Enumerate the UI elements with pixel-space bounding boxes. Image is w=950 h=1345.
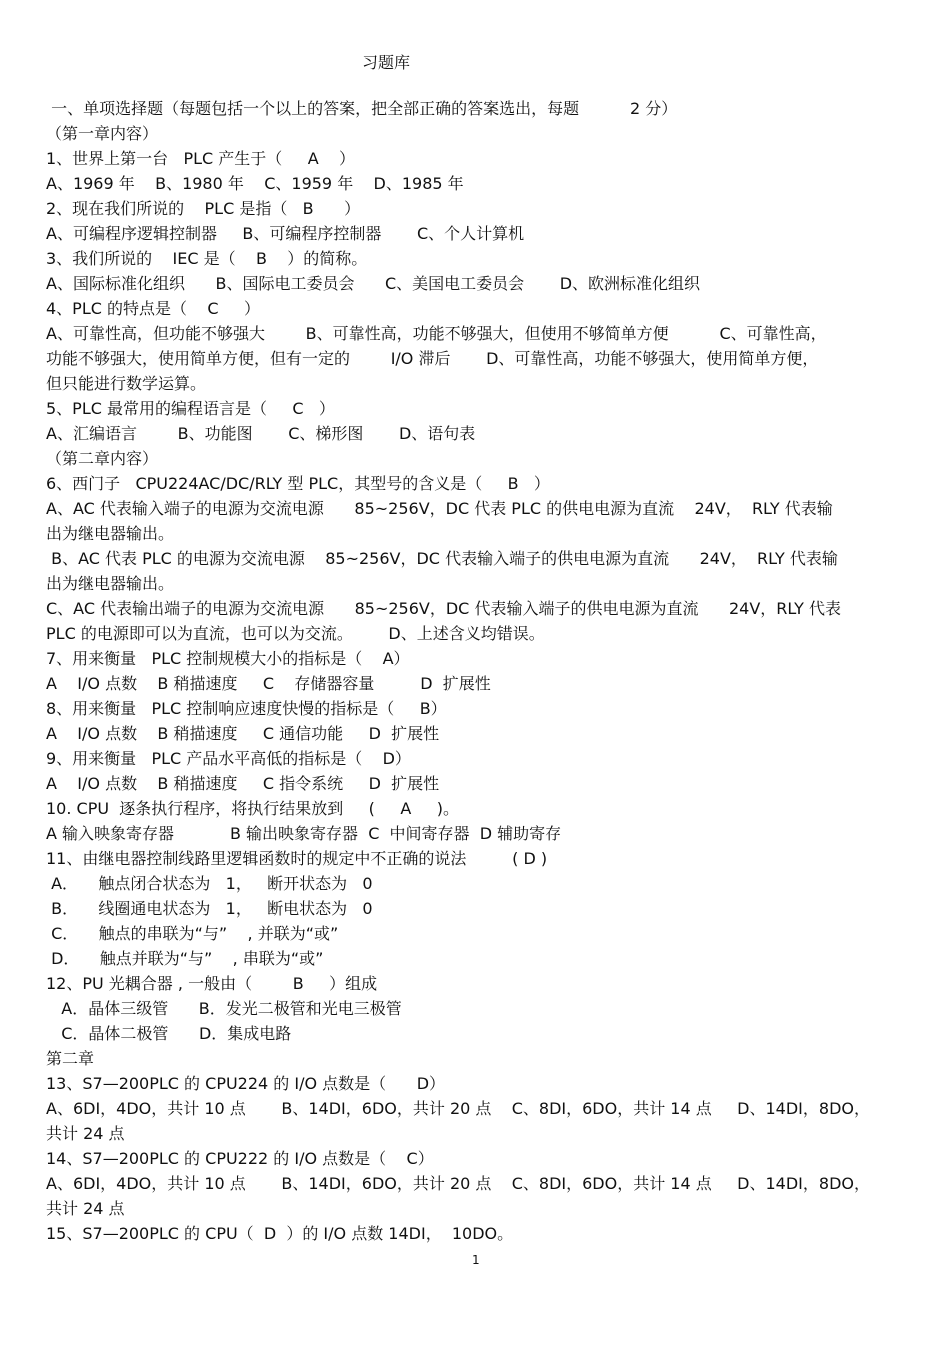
text-line: 共计 24 点 xyxy=(46,1199,125,1218)
text-line: A、可编程序逻辑控制器 B、可编程序控制器 C、个人计算机 xyxy=(46,224,525,243)
text-line: 14、S7—200PLC 的 CPU222 的 I/O 点数是（ C） xyxy=(46,1149,434,1168)
text-line: A、6DI，4DO，共计 10 点 B、14DI，6DO，共计 20 点 C、8DI，6DO，共计 14 点 D、14DI，8DO， xyxy=(46,1099,870,1118)
text-line: 6、西门子 CPU224AC/DC/RLY 型 PLC，其型号的含义是（ B ） xyxy=(46,474,550,493)
text-line: 一、单项选择题（每题包括一个以上的答案，把全部正确的答案选出，每题 2 分） xyxy=(46,99,678,118)
text-line: A、可靠性高，但功能不够强大 B、可靠性高，功能不够强大，但使用不够简单方便 C、可靠性高， xyxy=(46,324,827,343)
text-line: 出为继电器输出。 xyxy=(46,574,175,593)
text-line: A．晶体三级管 B．发光二极管和光电三极管 xyxy=(46,999,402,1018)
text-line: 5、PLC 最常用的编程语言是（ C ） xyxy=(46,399,335,418)
text-line: （第一章内容） xyxy=(46,124,159,143)
text-line: 功能不够强大，使用简单方便，但有一定的 I/O 滞后 D、可靠性高，功能不够强大，使用简单方便， xyxy=(46,349,819,368)
text-line: 但只能进行数学运算。 xyxy=(46,374,207,393)
text-line: A、国际标准化组织 B、国际电工委员会 C、美国电工委员会 D、欧洲标准化组织 xyxy=(46,274,701,293)
document-title: 习题库 xyxy=(362,53,411,72)
text-line: A、AC 代表输入端子的电源为交流电源 85~256V，DC 代表 PLC 的供电电源为直流 24V， RLY 代表输 xyxy=(46,499,833,518)
text-line: C．晶体二极管 D．集成电路 xyxy=(46,1024,292,1043)
text-line: 2、现在我们所说的 PLC 是指（ B ） xyxy=(46,199,361,218)
text-line: 7、用来衡量 PLC 控制规模大小的指标是（ A） xyxy=(46,649,410,668)
text-line: 出为继电器输出。 xyxy=(46,524,175,543)
text-line: 10. CPU 逐条执行程序，将执行结果放到 ( A )。 xyxy=(46,799,459,818)
text-line: A I/O 点数 B 稍描速度 C 存储器容量 D 扩展性 xyxy=(46,674,491,693)
text-line: B、AC 代表 PLC 的电源为交流电源 85~256V，DC 代表输入端子的供电电源为直流 24V， RLY 代表输 xyxy=(46,549,838,568)
text-line: A I/O 点数 B 稍描速度 C 指令系统 D 扩展性 xyxy=(46,774,440,793)
text-line: A、6DI，4DO，共计 10 点 B、14DI，6DO，共计 20 点 C、8DI，6DO，共计 14 点 D、14DI，8DO， xyxy=(46,1174,870,1193)
text-line: C． 触点的串联为“与” , 并联为“或” xyxy=(46,924,339,943)
text-line: A、1969 年 B、1980 年 C、1959 年 D、1985 年 xyxy=(46,174,464,193)
text-line: 13、S7—200PLC 的 CPU224 的 I/O 点数是（ D） xyxy=(46,1074,446,1093)
text-line: 11、由继电器控制线路里逻辑函数时的规定中不正确的说法 ( D ) xyxy=(46,849,548,868)
text-line: 9、用来衡量 PLC 产品水平高低的指标是（ D） xyxy=(46,749,411,768)
text-line: 3、我们所说的 IEC 是（ B ）的简称。 xyxy=(46,249,368,268)
text-line: D． 触点并联为“与” , 串联为“或” xyxy=(46,949,324,968)
text-line: PLC 的电源即可以为直流，也可以为交流。 D、上述含义均错误。 xyxy=(46,624,545,643)
page-number: 1 xyxy=(472,1253,480,1267)
text-line: （第二章内容） xyxy=(46,449,159,468)
text-line: A I/O 点数 B 稍描速度 C 通信功能 D 扩展性 xyxy=(46,724,440,743)
text-line: 1、世界上第一台 PLC 产生于（ A ） xyxy=(46,149,355,168)
text-line: C、AC 代表输出端子的电源为交流电源 85~256V，DC 代表输入端子的供电电源为直流 24V，RLY 代表 xyxy=(46,599,842,618)
text-line: A． 触点闭合状态为 1， 断开状态为 0 xyxy=(46,874,373,893)
text-line: 第二章 xyxy=(46,1049,95,1068)
text-line: B． 线圈通电状态为 1， 断电状态为 0 xyxy=(46,899,373,918)
text-line: 8、用来衡量 PLC 控制响应速度快慢的指标是（ B） xyxy=(46,699,447,718)
question-list xyxy=(46,96,906,1246)
text-line: 共计 24 点 xyxy=(46,1124,125,1143)
text-line: A 输入映象寄存器 B 输出映象寄存器 C 中间寄存器 D 辅助寄存 xyxy=(46,824,562,843)
text-line: A、汇编语言 B、功能图 C、梯形图 D、语句表 xyxy=(46,424,476,443)
text-line: 4、PLC 的特点是（ C ） xyxy=(46,299,260,318)
text-line: 12、PU 光耦合器 , 一般由（ B ）组成 xyxy=(46,974,378,993)
text-line: 15、S7—200PLC 的 CPU（ D ）的 I/O 点数 14DI， 10DO。 xyxy=(46,1224,514,1243)
